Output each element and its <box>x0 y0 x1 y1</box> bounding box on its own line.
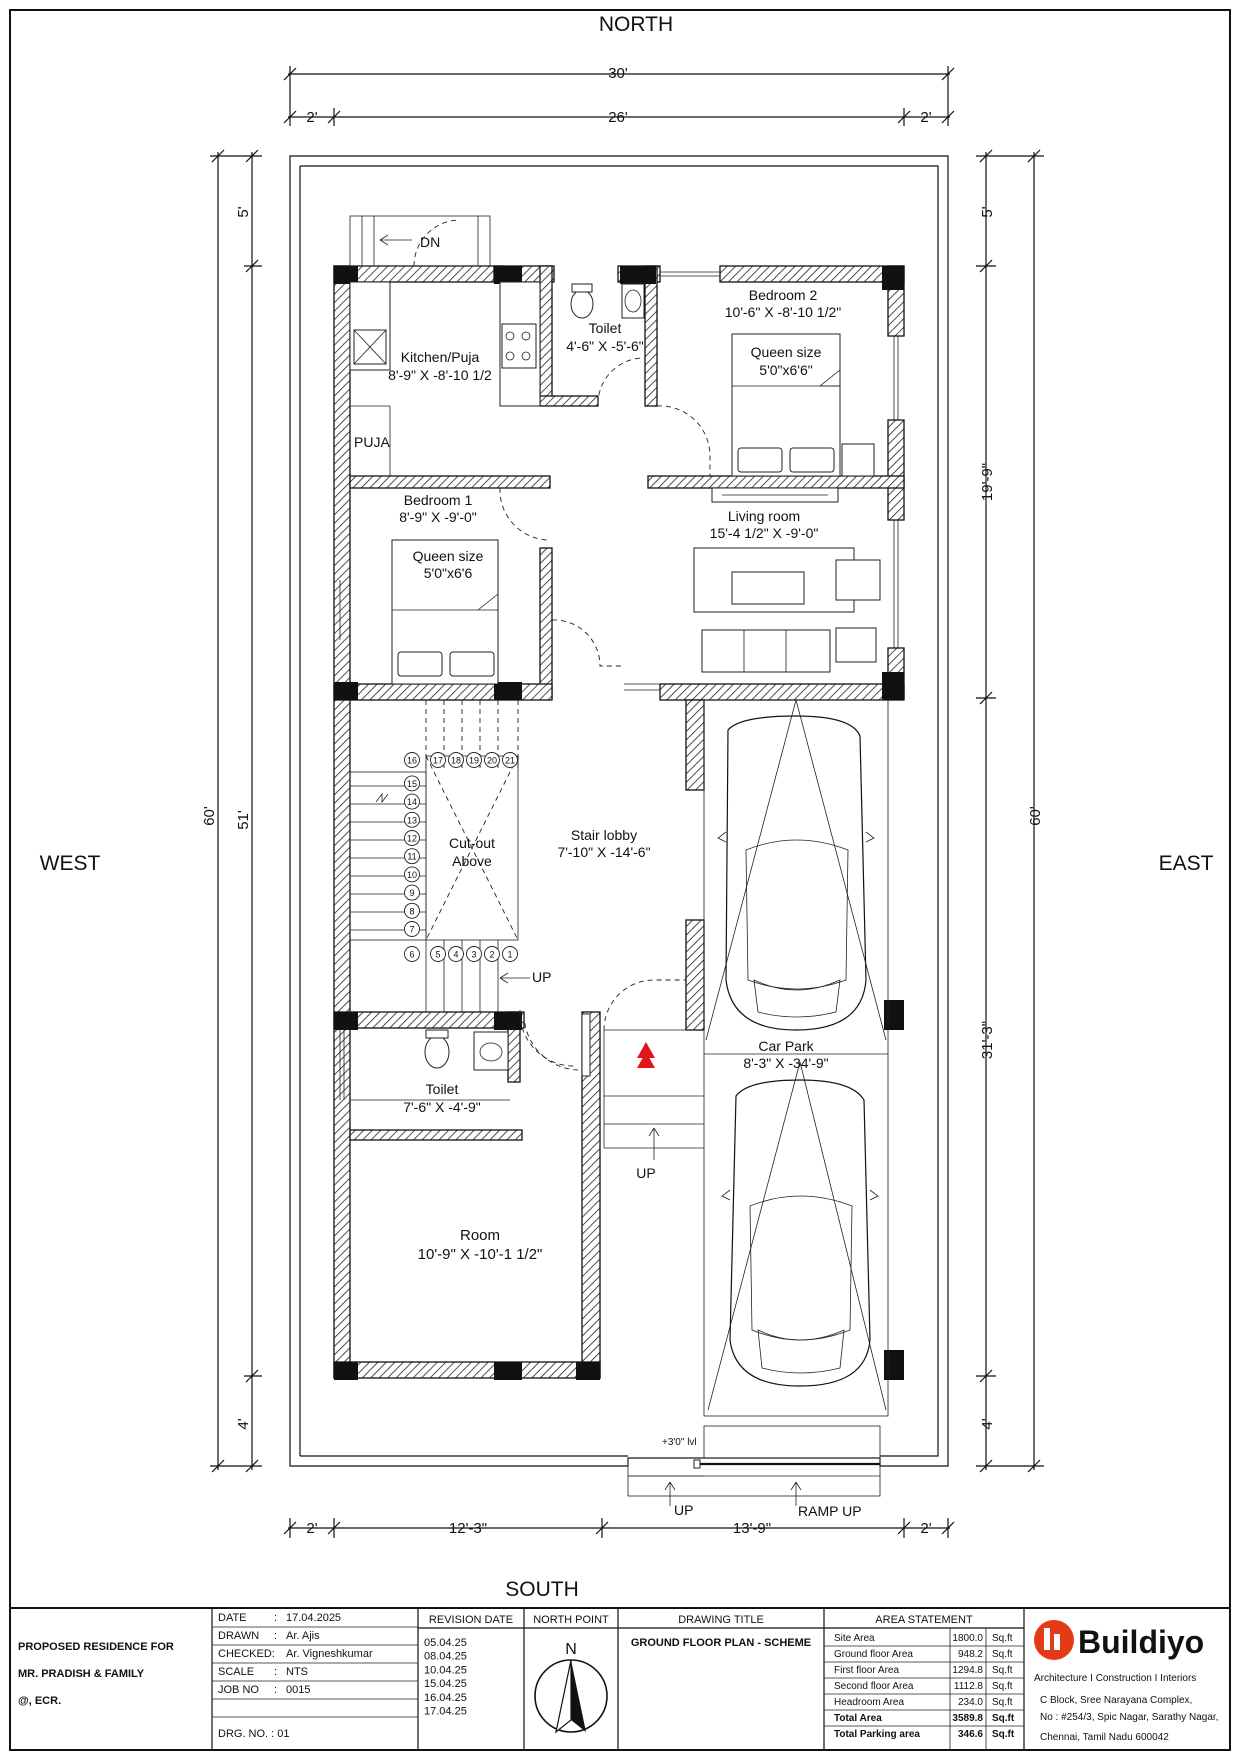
top-toilet-fixtures <box>571 284 710 476</box>
tb-row-sep: : <box>274 1666 278 1678</box>
area-row-value: 1112.8 <box>953 1681 983 1692</box>
cutout-line1: Cut-out <box>449 835 495 851</box>
stair-number-1: 1 <box>507 949 513 960</box>
project-line1: PROPOSED RESIDENCE FOR <box>18 1641 174 1653</box>
tb-row-label: JOB NO <box>218 1684 259 1696</box>
dim-left-total: 60' <box>201 806 218 826</box>
area-row-unit: Sq.ft <box>992 1713 1015 1724</box>
up-entry-label: UP <box>636 1165 656 1181</box>
stair-number-14: 14 <box>406 797 418 808</box>
revision-date: 05.04.25 <box>424 1637 467 1649</box>
area-row-unit: Sq.ft <box>992 1649 1013 1660</box>
stair-number-5: 5 <box>435 949 441 960</box>
stair-number-3: 3 <box>471 949 477 960</box>
area-row-value: 3589.8 <box>952 1713 983 1724</box>
stair-number-10: 10 <box>406 869 418 880</box>
north-label: NORTH <box>598 13 674 36</box>
company-address-1: C Block, Sree Narayana Complex, <box>1040 1695 1193 1706</box>
level-label: +3'0" lvl <box>662 1437 697 1448</box>
tb-row-label: CHECKED: <box>218 1648 275 1660</box>
room-size: 10'-9" X -10'-1 1/2" <box>417 1246 543 1263</box>
bed1-size: 5'0"x6'6 <box>423 565 473 581</box>
stair-number-16: 16 <box>406 755 418 766</box>
stair-number-12: 12 <box>406 833 418 844</box>
toilet-top-name: Toilet <box>588 320 622 336</box>
area-row-label: Site Area <box>834 1633 875 1644</box>
stair-number-11: 11 <box>407 851 417 862</box>
dim-left-top: 5' <box>235 206 252 218</box>
stair-number-21: 21 <box>504 755 516 766</box>
revision-date: 10.04.25 <box>424 1664 467 1677</box>
revision-date: 17.04.25 <box>424 1705 467 1718</box>
toilet-bottom-name: Toilet <box>425 1081 459 1097</box>
bedroom2-size: 10'-6" X -8'-10 1/2" <box>724 304 842 320</box>
tb-row-label: DRAWN <box>218 1630 260 1642</box>
dim-bottom-left: 2' <box>306 1520 318 1537</box>
stair-number-18: 18 <box>450 755 462 766</box>
room-name: Room <box>459 1227 501 1244</box>
living-name: Living room <box>727 508 801 524</box>
bed2-size: 5'0"x6'6" <box>759 362 813 378</box>
stair-number-20: 20 <box>486 755 498 766</box>
tb-row-sep: : <box>274 1630 278 1642</box>
stair-number-7: 7 <box>409 924 415 935</box>
revision-date: 08.04.25 <box>424 1650 467 1663</box>
staircase <box>350 700 530 1012</box>
tb-row-label: DATE <box>218 1612 247 1624</box>
area-row-unit: Sq.ft <box>992 1697 1013 1708</box>
dim-right-total: 60' <box>1027 806 1044 826</box>
dim-right-lower: 31'-3" <box>979 1020 996 1060</box>
bed1-name: Queen size <box>412 548 484 564</box>
title-block-rows <box>218 1612 373 1696</box>
area-row-unit: Sq.ft <box>992 1729 1015 1740</box>
tb-row-value: Ar. Ajis <box>286 1630 320 1642</box>
dn-label: DN <box>420 234 441 250</box>
area-row-label: First floor Area <box>834 1665 900 1676</box>
dim-top-mid: 26' <box>608 109 628 126</box>
dim-bottom-a: 12'-3" <box>448 1520 488 1537</box>
stair-number-6: 6 <box>409 949 415 960</box>
drawing-title-header: DRAWING TITLE <box>678 1614 764 1626</box>
cutout-line2: Above <box>452 853 492 869</box>
dim-right-bottom: 4' <box>979 1418 996 1430</box>
area-row-label: Total Parking area <box>834 1729 920 1740</box>
stair-number-8: 8 <box>409 906 415 917</box>
north-arrow-icon <box>535 1660 607 1732</box>
entry-arrow-icon <box>637 1042 655 1068</box>
dim-top-left: 2' <box>306 109 318 126</box>
up-stair-label: UP <box>532 969 552 985</box>
area-row-value: 234.0 <box>957 1697 983 1708</box>
area-row-value: 346.6 <box>957 1729 983 1740</box>
bedroom2-name: Bedroom 2 <box>748 287 818 303</box>
stair-number-4: 4 <box>453 949 459 960</box>
area-row-label: Second floor Area <box>834 1681 914 1692</box>
company-name: Buildiyo <box>1078 1624 1205 1660</box>
area-row-value: 948.2 <box>957 1649 983 1660</box>
dim-bottom-b: 13'-9" <box>732 1520 772 1537</box>
north-point-header: NORTH POINT <box>533 1614 609 1626</box>
carpark-name: Car Park <box>758 1038 814 1054</box>
living-furniture <box>694 548 880 672</box>
drg-no: DRG. NO. : 01 <box>218 1728 290 1740</box>
drawing-title: GROUND FLOOR PLAN - SCHEME <box>630 1637 812 1649</box>
tb-row-value: 0015 <box>286 1684 311 1696</box>
stair-lobby-size: 7'-10" X -14'-6" <box>557 844 651 860</box>
dim-right-upper: 19'-9" <box>979 462 996 502</box>
area-row-label: Total Area <box>834 1713 882 1724</box>
up-gate-label: UP <box>674 1502 694 1518</box>
project-line2: MR. PRADISH & FAMILY <box>18 1668 145 1680</box>
area-row-value: 1800.0 <box>952 1633 983 1644</box>
toilet-top-size: 4'-6" X -5'-6" <box>566 338 644 354</box>
stair-number-19: 19 <box>468 755 480 766</box>
toilet-bottom-size: 7'-6" X -4'-9" <box>403 1099 481 1115</box>
stair-lobby-name: Stair lobby <box>570 827 638 843</box>
dim-left-bottom: 4' <box>235 1418 252 1430</box>
revision-date: 16.04.25 <box>424 1691 467 1704</box>
area-statement-rows <box>834 1633 1015 1740</box>
tb-row-value: NTS <box>286 1666 308 1678</box>
tb-row-sep: : <box>274 1612 278 1624</box>
stair-number-15: 15 <box>406 778 418 789</box>
stair-number-2: 2 <box>489 949 495 960</box>
area-row-unit: Sq.ft <box>992 1665 1013 1676</box>
puja-label: PUJA <box>354 434 390 450</box>
south-label: SOUTH <box>505 1578 579 1601</box>
area-row-label: Ground floor Area <box>834 1649 913 1660</box>
kitchen-size: 8'-9" X -8'-10 1/2 <box>388 367 492 383</box>
dim-left-mid: 51' <box>235 810 252 830</box>
dim-top-total: 30' <box>608 65 628 82</box>
tb-row-value: 17.04.2025 <box>286 1612 342 1624</box>
revision-header: REVISION DATE <box>428 1614 514 1626</box>
stair-number-17: 17 <box>432 755 444 766</box>
area-row-label: Headroom Area <box>834 1697 905 1708</box>
company-address-3: Chennai, Tamil Nadu 600042 <box>1040 1732 1169 1743</box>
stair-number-9: 9 <box>409 888 415 899</box>
dim-right-top: 5' <box>979 206 996 218</box>
company-tagline: Architecture I Construction I Interiors <box>1034 1673 1197 1684</box>
dim-bottom-right: 2' <box>920 1520 932 1537</box>
sheet-border <box>10 10 1230 1608</box>
bed2-name: Queen size <box>750 344 822 360</box>
bedroom1-name: Bedroom 1 <box>403 492 473 508</box>
tb-row-value: Ar. Vigneshkumar <box>286 1648 373 1660</box>
bedroom1-size: 8'-9" X -9'-0" <box>399 509 477 525</box>
living-size: 15'-4 1/2" X -9'-0" <box>709 525 819 541</box>
company-address-2: No : #254/3, Spic Nagar, Sarathy Nagar, <box>1040 1712 1219 1723</box>
tb-row-sep: : <box>274 1684 278 1696</box>
entrance <box>524 980 704 1160</box>
east-label: EAST <box>1158 852 1214 875</box>
project-line3: @, ECR. <box>18 1695 62 1707</box>
stair-number-13: 13 <box>406 815 418 826</box>
dim-top-right: 2' <box>920 109 932 126</box>
company-logo <box>1034 1620 1074 1660</box>
revision-list <box>424 1637 467 1718</box>
area-header: AREA STATEMENT <box>875 1614 973 1626</box>
area-row-unit: Sq.ft <box>992 1681 1013 1692</box>
tb-row-label: SCALE <box>218 1666 255 1678</box>
area-row-value: 1294.8 <box>952 1665 983 1676</box>
area-row-unit: Sq.ft <box>992 1633 1013 1644</box>
west-label: WEST <box>39 852 101 875</box>
kitchen-name: Kitchen/Puja <box>400 349 480 365</box>
revision-date: 15.04.25 <box>424 1678 467 1691</box>
ramp-label: RAMP UP <box>798 1503 862 1519</box>
north-letter: N <box>565 1641 577 1658</box>
carpark-size: 8'-3" X -34'-9" <box>743 1055 829 1071</box>
